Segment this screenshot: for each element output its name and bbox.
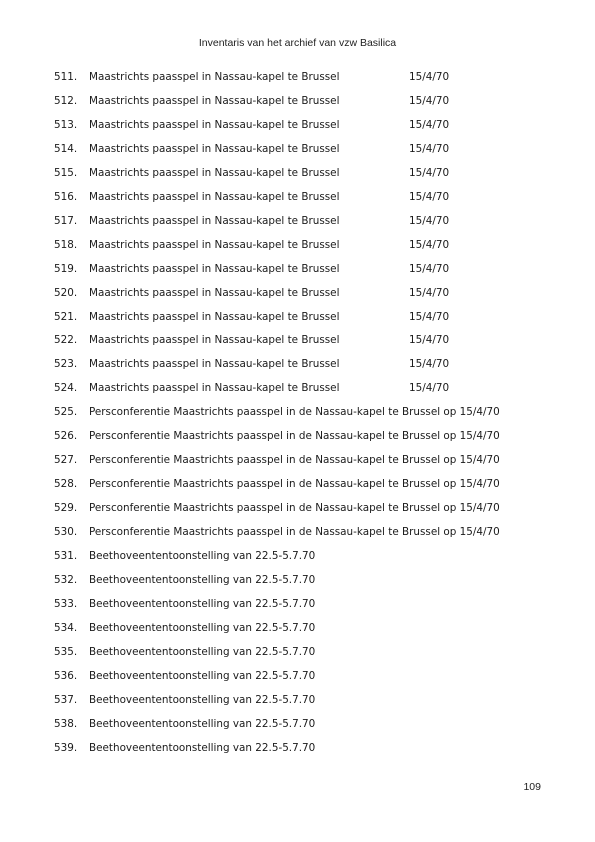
- entry-number: 537.: [54, 693, 78, 706]
- entry-date: 15/4/70: [409, 382, 450, 395]
- entry-description: Maastrichts paasspel in Nassau-kapel te Brussel: [89, 118, 340, 131]
- entry-date: 15/4/70: [409, 358, 450, 371]
- entry-number: 514.: [54, 142, 78, 155]
- entry-date: 15/4/70: [409, 310, 450, 323]
- entry-description: Beethoveententoonstelling van 22.5-5.7.70: [89, 573, 316, 586]
- entry-description: Beethoveententoonstelling van 22.5-5.7.70: [89, 669, 316, 682]
- entry-description: Maastrichts paasspel in Nassau-kapel te Brussel: [89, 382, 340, 395]
- entry-date: 15/4/70: [409, 214, 450, 227]
- entry-description: Persconferentie Maastrichts paasspel in de Nassau-kapel te Brussel op 15/4/70: [89, 502, 500, 515]
- entry-number: 515.: [54, 166, 78, 179]
- entry-number: 531.: [54, 550, 78, 562]
- entry-description: Maastrichts paasspel in Nassau-kapel te Brussel: [89, 286, 340, 299]
- entry-date: 15/4/70: [409, 118, 450, 131]
- entry-description: Persconferentie Maastrichts paasspel in de Nassau-kapel te Brussel op 15/4/70: [89, 478, 500, 491]
- entry-description: Persconferentie Maastrichts paasspel in de Nassau-kapel te Brussel op 15/4/70: [89, 430, 500, 443]
- entry-number: 517.: [54, 214, 78, 227]
- entry-description: Maastrichts paasspel in Nassau-kapel te Brussel: [89, 142, 340, 155]
- entry-number: 538.: [54, 717, 78, 730]
- entry-description: Beethoveententoonstelling van 22.5-5.7.70: [89, 717, 316, 730]
- entry-number: 526.: [54, 430, 78, 443]
- entry-number: 523.: [54, 358, 78, 371]
- entry-number: 529.: [54, 502, 78, 515]
- entry-date: 15/4/70: [409, 71, 450, 83]
- entry-description: Beethoveententoonstelling van 22.5-5.7.70: [89, 597, 316, 610]
- entry-number: 539.: [54, 741, 78, 754]
- entry-description: Persconferentie Maastrichts paasspel in de Nassau-kapel te Brussel op 15/4/70: [89, 406, 500, 419]
- entry-number: 512.: [54, 94, 78, 107]
- entry-number: 513.: [54, 118, 78, 131]
- entry-number: 516.: [54, 190, 78, 203]
- entry-description: Maastrichts paasspel in Nassau-kapel te Brussel: [89, 214, 340, 227]
- entry-description: Persconferentie Maastrichts paasspel in de Nassau-kapel te Brussel op 15/4/70: [89, 454, 500, 467]
- entry-description: Beethoveententoonstelling van 22.5-5.7.70: [89, 741, 316, 754]
- entry-description: Maastrichts paasspel in Nassau-kapel te Brussel: [89, 94, 340, 107]
- entry-date: 15/4/70: [409, 262, 450, 275]
- entry-number: 519.: [54, 262, 78, 275]
- entry-description: Maastrichts paasspel in Nassau-kapel te Brussel: [89, 310, 340, 323]
- entry-number: 511.: [54, 71, 78, 83]
- entry-description: Maastrichts paasspel in Nassau-kapel te Brussel: [89, 190, 340, 203]
- entry-date: 15/4/70: [409, 238, 450, 251]
- entry-date: 15/4/70: [409, 94, 450, 107]
- entry-description: Maastrichts paasspel in Nassau-kapel te Brussel: [89, 334, 340, 347]
- entry-number: 530.: [54, 526, 78, 539]
- entry-description: Maastrichts paasspel in Nassau-kapel te Brussel: [89, 262, 340, 275]
- entry-number: 520.: [54, 286, 78, 299]
- entry-description: Maastrichts paasspel in Nassau-kapel te Brussel: [89, 166, 340, 179]
- entry-date: 15/4/70: [409, 190, 450, 203]
- entry-number: 524.: [54, 382, 78, 395]
- entry-date: 15/4/70: [409, 142, 450, 155]
- entry-date: 15/4/70: [409, 334, 450, 347]
- entry-description: Beethoveententoonstelling van 22.5-5.7.70: [89, 693, 316, 706]
- entry-date: 15/4/70: [409, 286, 450, 299]
- entry-number: 534.: [54, 621, 78, 634]
- page-number: 109: [523, 781, 541, 793]
- entry-number: 532.: [54, 573, 78, 586]
- entry-number: 536.: [54, 669, 78, 682]
- entry-description: Beethoveententoonstelling van 22.5-5.7.70: [89, 621, 316, 634]
- entry-description: Beethoveententoonstelling van 22.5-5.7.70: [89, 550, 316, 562]
- entry-date: 15/4/70: [409, 166, 450, 179]
- entry-number: 521.: [54, 310, 78, 323]
- entry-description: Beethoveententoonstelling van 22.5-5.7.70: [89, 645, 316, 658]
- entry-number: 527.: [54, 454, 78, 467]
- entry-number: 528.: [54, 478, 78, 491]
- entry-number: 525.: [54, 406, 78, 419]
- entry-number: 535.: [54, 645, 78, 658]
- entry-number: 522.: [54, 334, 78, 347]
- page-header: Inventaris van het archief van vzw Basilica: [198, 37, 397, 49]
- entry-number: 533.: [54, 597, 78, 610]
- entry-description: Maastrichts paasspel in Nassau-kapel te Brussel: [89, 71, 340, 83]
- entry-description: Maastrichts paasspel in Nassau-kapel te Brussel: [89, 358, 340, 371]
- entry-description: Maastrichts paasspel in Nassau-kapel te Brussel: [89, 238, 340, 251]
- entry-number: 518.: [54, 238, 78, 251]
- entry-description: Persconferentie Maastrichts paasspel in de Nassau-kapel te Brussel op 15/4/70: [89, 526, 500, 539]
